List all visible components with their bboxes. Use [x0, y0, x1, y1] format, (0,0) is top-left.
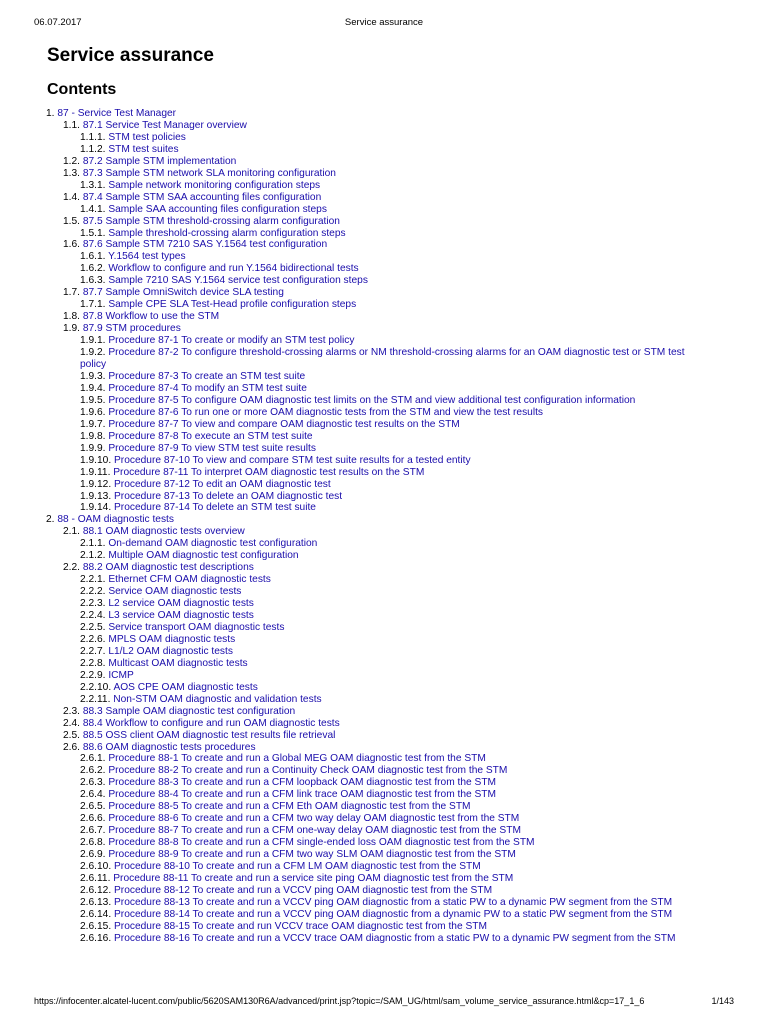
toc-item [0, 419, 768, 431]
toc-link[interactable]: Procedure 88-11 To create and run a service site ping OAM diagnostic test from the STM [113, 873, 514, 884]
toc-item [0, 407, 768, 419]
toc-item [0, 431, 768, 443]
print-header-title: Service assurance [344, 17, 424, 28]
print-footer [34, 996, 734, 1008]
toc-link[interactable]: Procedure 88-5 To create and run a CFM Eth OAM diagnostic test from the STM [108, 801, 471, 813]
toc-number: 2.6. [63, 741, 80, 753]
toc-number: 1.9.5. [80, 394, 106, 406]
toc-number: 1.9.4. [80, 382, 106, 394]
toc-link[interactable]: Procedure 87-11 To interpret OAM diagnostic test results on the STM [113, 466, 425, 478]
toc-item [0, 251, 768, 263]
toc-item [0, 742, 768, 754]
toc-number: 1.9.3. [80, 370, 106, 382]
toc-link[interactable]: L2 service OAM diagnostic tests [108, 598, 254, 610]
toc-number: 2.2.9. [80, 669, 106, 681]
toc-link[interactable]: Sample network monitoring configuration steps [108, 179, 321, 191]
toc-number: 1.9.8. [80, 430, 106, 442]
toc-number: 2.5. [63, 729, 80, 741]
toc-number: 2.2.3. [80, 598, 106, 610]
toc-number: 1.9.11. [80, 466, 111, 478]
toc-link[interactable]: STM test policies [108, 131, 186, 143]
toc-link[interactable]: Procedure 88-4 To create and run a CFM link trace OAM diagnostic test from the STM [108, 789, 497, 801]
toc-link[interactable]: Procedure 87-9 To view STM test suite results [108, 442, 316, 454]
toc-item [0, 228, 768, 240]
toc-number: 1.6.2. [80, 263, 106, 275]
toc-link[interactable]: Procedure 88-8 To create and run a CFM single-ended loss OAM diagnostic test from the STM [108, 837, 535, 849]
toc-number: 1.2. [63, 155, 80, 167]
toc-link[interactable]: Procedure 87-3 To create an STM test suite [108, 370, 306, 382]
toc-number: 2.2.8. [80, 657, 106, 669]
page-counter: 1/143 [711, 996, 734, 1006]
toc-number: 2.6.3. [80, 777, 106, 789]
toc-link[interactable]: Y.1564 test types [108, 251, 186, 263]
toc-number: 2.2.4. [80, 610, 106, 622]
toc-number: 1.9. [63, 323, 80, 335]
toc-number: 2.4. [63, 717, 80, 729]
toc-number: 1.9.9. [80, 442, 106, 454]
toc-number: 2.6.8. [80, 837, 106, 849]
toc-number: 2.6.11. [80, 873, 111, 884]
toc-item [0, 706, 768, 718]
toc-item [0, 443, 768, 455]
toc-link[interactable]: Multicast OAM diagnostic tests [108, 657, 248, 669]
toc-number: 2.6.1. [80, 753, 106, 765]
toc-link[interactable]: Procedure 87-7 To view and compare OAM diagnostic test results on the STM [108, 418, 460, 430]
toc-number: 2.6.6. [80, 813, 106, 825]
toc-item [0, 108, 768, 120]
toc-item [0, 514, 768, 526]
toc-item [0, 395, 768, 407]
toc-item [0, 239, 768, 251]
toc-link[interactable]: 87.7 Sample OmniSwitch device SLA testing [82, 287, 284, 299]
toc-item [0, 634, 768, 646]
toc-link[interactable]: Sample threshold-crossing alarm configuration steps [108, 227, 346, 239]
toc-number: 2.2.5. [80, 621, 106, 633]
toc-item [0, 263, 768, 275]
toc-number: 1.8. [63, 311, 80, 323]
toc-link[interactable]: 87.4 Sample STM SAA accounting files configuration [82, 191, 322, 203]
toc-link[interactable]: Procedure 87-6 To run one or more OAM diagnostic tests from the STM and view the test results [108, 406, 544, 418]
toc-item [0, 311, 768, 323]
toc-item [0, 347, 768, 371]
toc-item [0, 120, 768, 132]
toc-number: 1.7.1. [80, 299, 106, 311]
toc-item [0, 646, 768, 658]
toc-item [0, 753, 768, 765]
toc-link[interactable]: 88.1 OAM diagnostic tests overview [82, 526, 245, 538]
toc-item [0, 598, 768, 610]
toc-link[interactable]: Non-STM OAM diagnostic and validation tests [113, 693, 322, 705]
toc-number: 2.6.4. [80, 789, 106, 801]
toc-item [0, 933, 768, 945]
toc-item [0, 455, 768, 467]
toc-link[interactable]: Sample 7210 SAS Y.1564 service test configuration steps [108, 275, 368, 287]
toc-item [0, 694, 768, 706]
toc-number: 1.9.7. [80, 418, 106, 430]
toc-number: 2.2.6. [80, 633, 106, 645]
toc-item [0, 837, 768, 849]
toc-item [0, 574, 768, 586]
toc-link[interactable]: ICMP [108, 669, 134, 681]
toc-link[interactable]: Procedure 88-13 To create and run a VCCV ping OAM diagnostic from a static PW to a dynamic PW segment from the STM [114, 896, 673, 908]
toc-link[interactable]: Sample SAA accounting files configuration steps [108, 203, 327, 215]
toc-item [0, 610, 768, 622]
toc-item [0, 682, 768, 694]
toc-item [0, 921, 768, 933]
toc-number: 1.6. [63, 239, 80, 251]
toc-number: 1.9.10. [80, 454, 112, 466]
toc-item [0, 299, 768, 311]
toc-item [0, 502, 768, 514]
toc-link[interactable]: Procedure 88-1 To create and run a Global MEG OAM diagnostic test from the STM [108, 753, 486, 765]
toc-number: 2.3. [63, 705, 80, 717]
toc-item [0, 909, 768, 921]
toc-link[interactable]: 87.5 Sample STM threshold-crossing alarm configuration [82, 215, 340, 227]
toc-number: 1.6.1. [80, 251, 106, 263]
toc-link[interactable]: Sample CPE SLA Test-Head profile configuration steps [108, 299, 357, 311]
toc-item [0, 777, 768, 789]
toc-number: 2.6.9. [80, 849, 106, 861]
toc-link[interactable]: 87.3 Sample STM network SLA monitoring configuration [82, 167, 336, 179]
toc-number: 2.2. [63, 562, 80, 574]
print-date: 06.07.2017 [34, 17, 82, 28]
toc-link[interactable]: Procedure 88-2 To create and run a Continuity Check OAM diagnostic test from the STM [108, 765, 508, 777]
toc-item [0, 550, 768, 562]
toc-item [0, 825, 768, 837]
toc-item [0, 718, 768, 730]
toc-item [0, 287, 768, 299]
toc-link[interactable]: Workflow to configure and run Y.1564 bidirectional tests [108, 263, 359, 275]
toc-number: 1.9.1. [80, 335, 106, 347]
toc-item [0, 765, 768, 777]
toc-number: 2.6.13. [80, 896, 112, 908]
toc-link[interactable]: 88.6 OAM diagnostic tests procedures [82, 741, 256, 753]
toc-number: 2.2.10. [80, 681, 112, 693]
toc-link[interactable]: STM test suites [108, 143, 179, 155]
toc-number: 1.9.13. [80, 490, 112, 502]
toc-item [0, 813, 768, 825]
toc-link[interactable]: 87.1 Service Test Manager overview [82, 119, 247, 131]
toc-number: 1.9.12. [80, 478, 112, 490]
toc-item [0, 526, 768, 538]
toc-link[interactable]: 88.5 OSS client OAM diagnostic test results file retrieval [82, 729, 336, 741]
contents-heading: Contents [47, 81, 117, 98]
toc-link[interactable]: Procedure 87-8 To execute an STM test suite [108, 430, 313, 442]
toc-item [0, 383, 768, 395]
toc-link[interactable]: Procedure 87-14 To delete an STM test suite [114, 502, 316, 514]
toc-link[interactable]: Service transport OAM diagnostic tests [108, 621, 285, 633]
toc-item [0, 849, 768, 861]
page-title: Service assurance [47, 45, 214, 66]
toc-item [0, 168, 768, 180]
toc-link[interactable]: Procedure 87-4 To modify an STM test suite [108, 382, 307, 394]
toc-link[interactable]: 87.2 Sample STM implementation [82, 155, 237, 167]
toc-link[interactable]: On-demand OAM diagnostic test configuration [108, 538, 318, 550]
toc-item [0, 538, 768, 550]
toc-item [0, 144, 768, 156]
toc-item [0, 491, 768, 503]
toc-number: 1.9.14. [80, 502, 112, 514]
toc-link[interactable]: Procedure 88-16 To create and run a VCCV trace OAM diagnostic from a static PW to a dynamic PW segment from the STM [114, 932, 676, 944]
toc-number: 1.9.2. [80, 347, 106, 359]
toc-item [0, 658, 768, 670]
toc-link[interactable]: Procedure 88-3 To create and run a CFM loopback OAM diagnostic test from the STM [108, 777, 497, 789]
toc-item [0, 192, 768, 204]
toc-link[interactable]: 87.8 Workflow to use the STM [82, 311, 220, 323]
toc-link[interactable]: Procedure 87-13 To delete an OAM diagnostic test [114, 490, 343, 502]
toc-link[interactable]: Procedure 88-12 To create and run a VCCV ping OAM diagnostic test from the STM [114, 884, 493, 896]
toc-item [0, 801, 768, 813]
toc-link[interactable]: Procedure 87-5 To configure OAM diagnostic test limits on the STM and view additional test configuration information [108, 394, 636, 406]
print-header [34, 17, 734, 29]
toc-link[interactable]: 87.6 Sample STM 7210 SAS Y.1564 test configuration [82, 239, 328, 251]
toc-number: 2.2.1. [80, 574, 106, 586]
toc-item [0, 204, 768, 216]
toc-link[interactable]: Procedure 88-14 To create and run a VCCV ping OAM diagnostic from a dynamic PW to a static PW segment from the STM [114, 908, 673, 920]
toc-number: 2.6.15. [80, 920, 112, 932]
toc-link[interactable]: Procedure 88-15 To create and run VCCV trace OAM diagnostic test from the STM [114, 920, 487, 932]
toc-number: 2.6.16. [80, 932, 112, 944]
toc-number: 2.6.2. [80, 765, 106, 777]
toc-number: 1.1. [63, 119, 80, 131]
toc-link[interactable]: 88.2 OAM diagnostic test descriptions [82, 562, 254, 574]
toc-item [0, 586, 768, 598]
toc-item [0, 323, 768, 335]
toc-number: 1.1.2. [80, 143, 106, 155]
toc-link[interactable]: L1/L2 OAM diagnostic tests [108, 645, 233, 657]
toc-link[interactable]: Procedure 87-1 To create or modify an STM test policy [108, 335, 355, 347]
toc-number: 1.9.6. [80, 406, 106, 418]
toc-number: 1.3. [63, 167, 80, 179]
toc-number: 2.2.11. [80, 693, 111, 705]
toc-link[interactable]: Procedure 88-6 To create and run a CFM two way delay OAM diagnostic test from the STM [108, 813, 520, 825]
toc-link[interactable]: Multiple OAM diagnostic test configuration [108, 550, 299, 562]
toc-number: 1.4. [63, 191, 80, 203]
toc-number: 1.3.1. [80, 179, 106, 191]
toc-item [0, 670, 768, 682]
toc-item [0, 897, 768, 909]
toc-item [0, 275, 768, 287]
toc-number: 2.6.10. [80, 861, 112, 873]
toc-number: 2.6.7. [80, 825, 106, 837]
toc-number: 1.4.1. [80, 203, 106, 215]
toc-link[interactable]: AOS CPE OAM diagnostic tests [113, 681, 258, 693]
toc-link[interactable]: Procedure 88-7 To create and run a CFM one-way delay OAM diagnostic test from the STM [108, 825, 521, 837]
toc-link[interactable]: Procedure 87-2 To configure threshold-crossing alarms or NM threshold-crossing alarms for an OAM diagnostic test or STM test policy [80, 347, 685, 371]
toc-item [0, 132, 768, 144]
toc-number: 2.1.1. [80, 538, 106, 550]
toc-link[interactable]: 87.9 STM procedures [82, 323, 181, 335]
toc-number: 2.6.12. [80, 884, 112, 896]
toc-link[interactable]: 87 - Service Test Manager [57, 108, 177, 119]
toc-number: 1. [46, 108, 55, 119]
toc-item [0, 479, 768, 491]
toc-link[interactable]: Procedure 88-9 To create and run a CFM two way SLM OAM diagnostic test from the STM [108, 849, 516, 861]
toc-number: 2.1. [63, 526, 80, 538]
toc-item [0, 873, 768, 885]
toc-number: 1.5. [63, 215, 80, 227]
table-of-contents [0, 108, 768, 945]
toc-number: 1.7. [63, 287, 80, 299]
toc-link[interactable]: Ethernet CFM OAM diagnostic tests [108, 574, 271, 586]
toc-number: 2.6.5. [80, 801, 106, 813]
toc-link[interactable]: 88 - OAM diagnostic tests [57, 514, 174, 526]
toc-item [0, 622, 768, 634]
toc-item [0, 861, 768, 873]
toc-number: 2.2.7. [80, 645, 106, 657]
toc-link[interactable]: 88.3 Sample OAM diagnostic test configuration [82, 705, 296, 717]
toc-number: 1.6.3. [80, 275, 106, 287]
toc-item [0, 789, 768, 801]
print-url: https://infocenter.alcatel-lucent.com/public/5620SAM130R6A/advanced/print.jsp?topic=/SAM_UG/html/sam_volume_service_assurance.html&cp=17_1_6 [34, 996, 645, 1006]
toc-number: 2.2.2. [80, 586, 106, 598]
toc-number: 2. [46, 514, 55, 526]
toc-item [0, 562, 768, 574]
toc-item [0, 730, 768, 742]
toc-number: 2.1.2. [80, 550, 106, 562]
toc-item [0, 180, 768, 192]
toc-item [0, 335, 768, 347]
toc-number: 1.1.1. [80, 131, 106, 143]
toc-item [0, 216, 768, 228]
toc-link[interactable]: 88.4 Workflow to configure and run OAM diagnostic tests [82, 717, 340, 729]
toc-item [0, 156, 768, 168]
toc-link[interactable]: Service OAM diagnostic tests [108, 586, 242, 598]
toc-number: 2.6.14. [80, 908, 112, 920]
toc-number: 1.5.1. [80, 227, 106, 239]
toc-link[interactable]: L3 service OAM diagnostic tests [108, 610, 254, 622]
toc-link[interactable]: MPLS OAM diagnostic tests [108, 633, 236, 645]
toc-item [0, 467, 768, 479]
toc-link[interactable]: Procedure 87-10 To view and compare STM test suite results for a tested entity [114, 454, 471, 466]
toc-link[interactable]: Procedure 88-10 To create and run a CFM LM OAM diagnostic test from the STM [114, 861, 481, 873]
toc-link[interactable]: Procedure 87-12 To edit an OAM diagnostic test [114, 478, 331, 490]
toc-item [0, 885, 768, 897]
toc-item [0, 371, 768, 383]
